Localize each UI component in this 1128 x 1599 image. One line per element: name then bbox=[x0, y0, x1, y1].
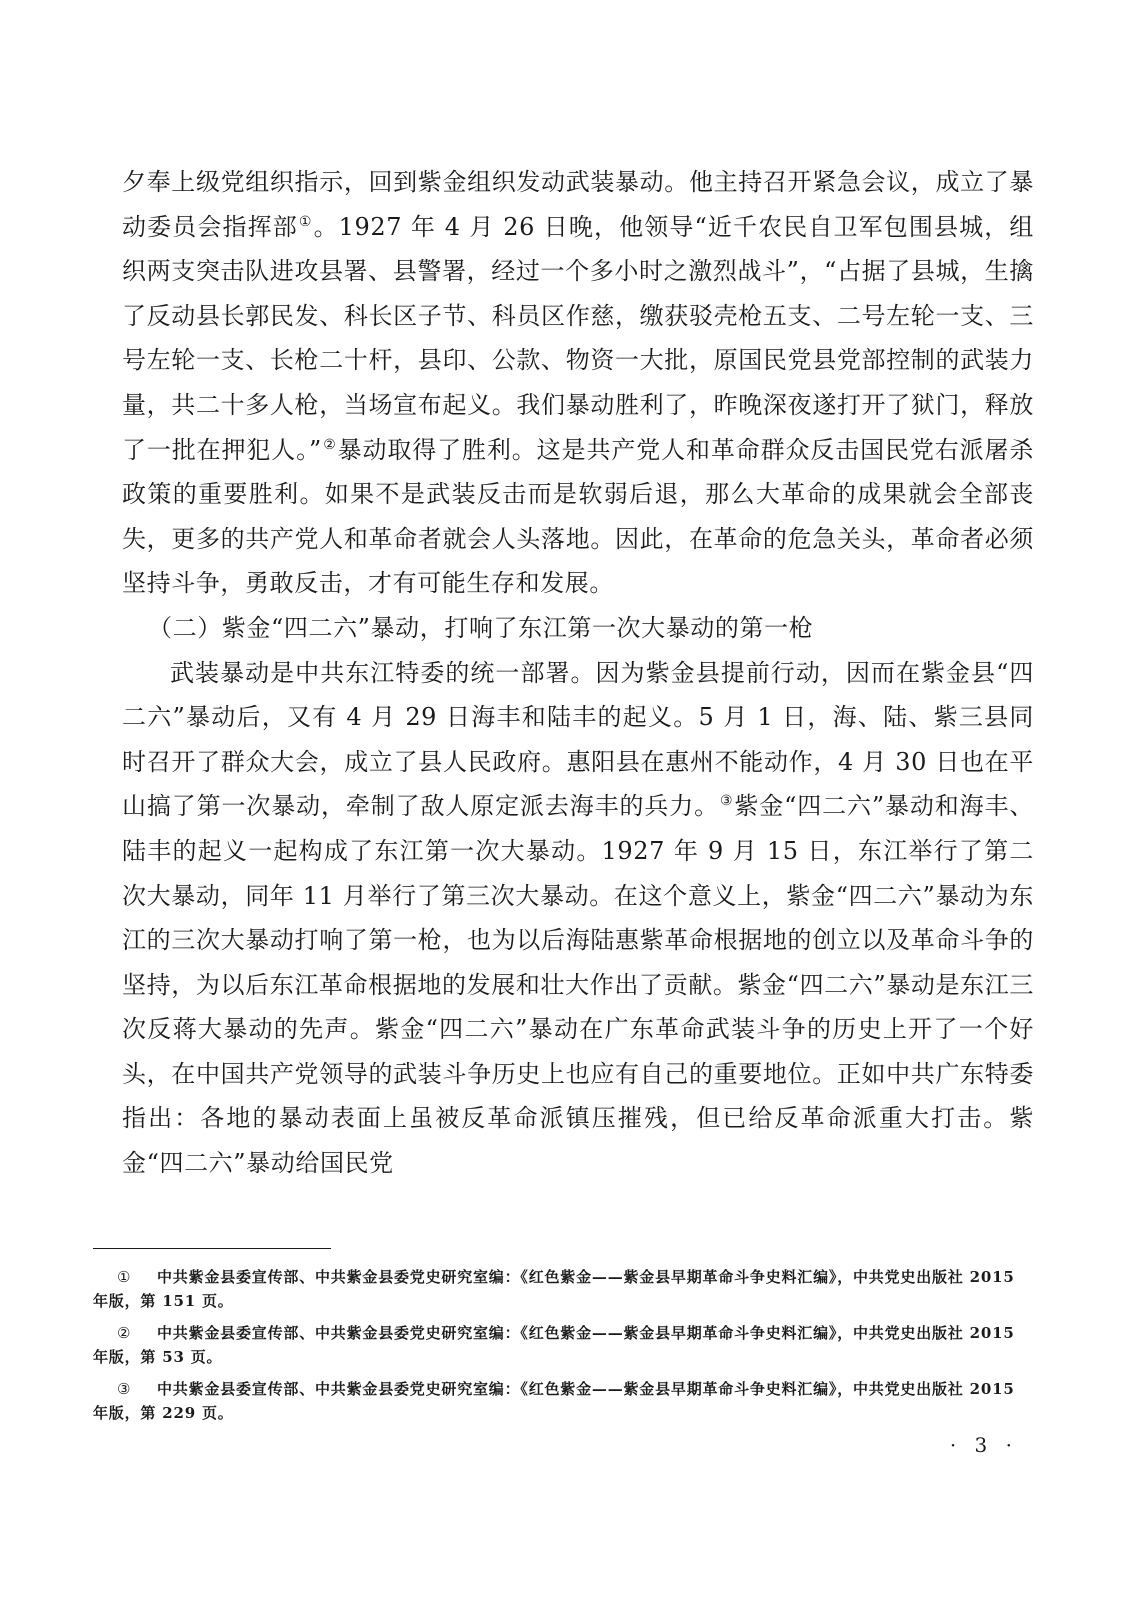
footnote-1-mark: ① bbox=[117, 1268, 132, 1286]
footnote-ref-2[interactable]: ② bbox=[322, 436, 337, 453]
footnote-1-text: 中共紫金县委宣传部、中共紫金县委党史研究室编：《红色紫金——紫金县早期革命斗争史料汇编》，中共党史出版社 2015 年版，第 151 页。 bbox=[93, 1268, 1015, 1310]
body-text bbox=[122, 160, 1034, 1186]
paragraph-1-part-a: 夕奉上级党组织指示，回到紫金组织发动武装暴动。他主持召开紧急会议，成立了暴动委员会指挥部 bbox=[122, 168, 1034, 241]
footnote-divider bbox=[93, 1248, 331, 1249]
footnote-3-mark: ③ bbox=[117, 1380, 132, 1398]
paragraph-2 bbox=[122, 651, 1034, 1186]
footnote-2-mark: ② bbox=[117, 1324, 132, 1342]
paragraph-1-part-b: 。1927 年 4 月 26 日晚，他领导“近千农民自卫军包围县城，组织两支突击队进攻县署、县警署，经过一个多小时之激烈战斗”，“占据了县城，生擒了反动县长郭民发、科长区子节、科员区作慈，缴获驳壳枪五支、二号左轮一支、三号左轮一支、长枪二十杆，县印、公款、物资一大批，原国民党县党部控制的武装力量，共二十多人枪，当场宣布起义。我们暴动胜利了，昨晚深夜遂打开了狱门，释放了一批在押犯人。” bbox=[122, 212, 1035, 464]
section-heading: （二）紫金“四二六”暴动，打响了东江第一次大暴动的第一枪 bbox=[148, 613, 814, 642]
footnote-1 bbox=[93, 1265, 1033, 1313]
footnote-2 bbox=[93, 1321, 1033, 1369]
footnote-2-text: 中共紫金县委宣传部、中共紫金县委党史研究室编：《红色紫金——紫金县早期革命斗争史料汇编》，中共党史出版社 2015 年版，第 53 页。 bbox=[93, 1324, 1015, 1366]
paragraph-1-part-c: 暴动取得了胜利。这是共产党人和革命群众反击国民党右派屠杀政策的重要胜利。如果不是武装反击而是软弱后退，那么大革命的成果就会全部丧失，更多的共产党人和革命者就会人头落地。因此，在革命的危急关头，革命者必须坚持斗争，勇敢反击，才有可能生存和发展。 bbox=[122, 435, 1034, 598]
paragraph-1 bbox=[122, 160, 1034, 606]
footnote-3 bbox=[93, 1377, 1033, 1425]
page-number: · 3 · bbox=[949, 1433, 1018, 1457]
footnote-ref-3[interactable]: ③ bbox=[719, 793, 734, 810]
paragraph-2-part-a: 武装暴动是中共东江特委的统一部署。因为紫金县提前行动，因而在紫金县“四二六”暴动后，又有 4 月 29 日海丰和陆丰的起义。5 月 1 日，海、陆、紫三县同时召开了群众大会，成立了县人民政府。惠阳县在惠州不能动作，4 月 30 日也在平山搞了第一次暴动，牵制了敌人原定派去海丰的兵力。 bbox=[122, 658, 1034, 821]
footnote-ref-1[interactable]: ① bbox=[298, 213, 313, 230]
footnotes bbox=[93, 1265, 1033, 1433]
footnote-3-text: 中共紫金县委宣传部、中共紫金县委党史研究室编：《红色紫金——紫金县早期革命斗争史料汇编》，中共党史出版社 2015 年版，第 229 页。 bbox=[93, 1380, 1015, 1422]
paragraph-2-part-b: 紫金“四二六”暴动和海丰、陆丰的起义一起构成了东江第一次大暴动。1927 年 9 月 15 日，东江举行了第二次大暴动，同年 11 月举行了第三次大暴动。在这个意义上，紫金“四二六”暴动为东江的三次大暴动打响了第一枪，也为以后海陆惠紫革命根据地的创立以及革命斗争的坚持，为以后东江革命根据地的发展和壮大作出了贡献。紫金“四二六”暴动是东江三次反蒋大暴动的先声。紫金“四二六”暴动在广东革命武装斗争的历史上开了一个好头，在中国共产党领导的武装斗争历史上也应有自己的重要地位。正如中共广东特委指出：各地的暴动表面上虽被反革命派镇压摧残，但已给反革命派重大打击。紫金“四二六”暴动给国民党 bbox=[122, 792, 1035, 1178]
